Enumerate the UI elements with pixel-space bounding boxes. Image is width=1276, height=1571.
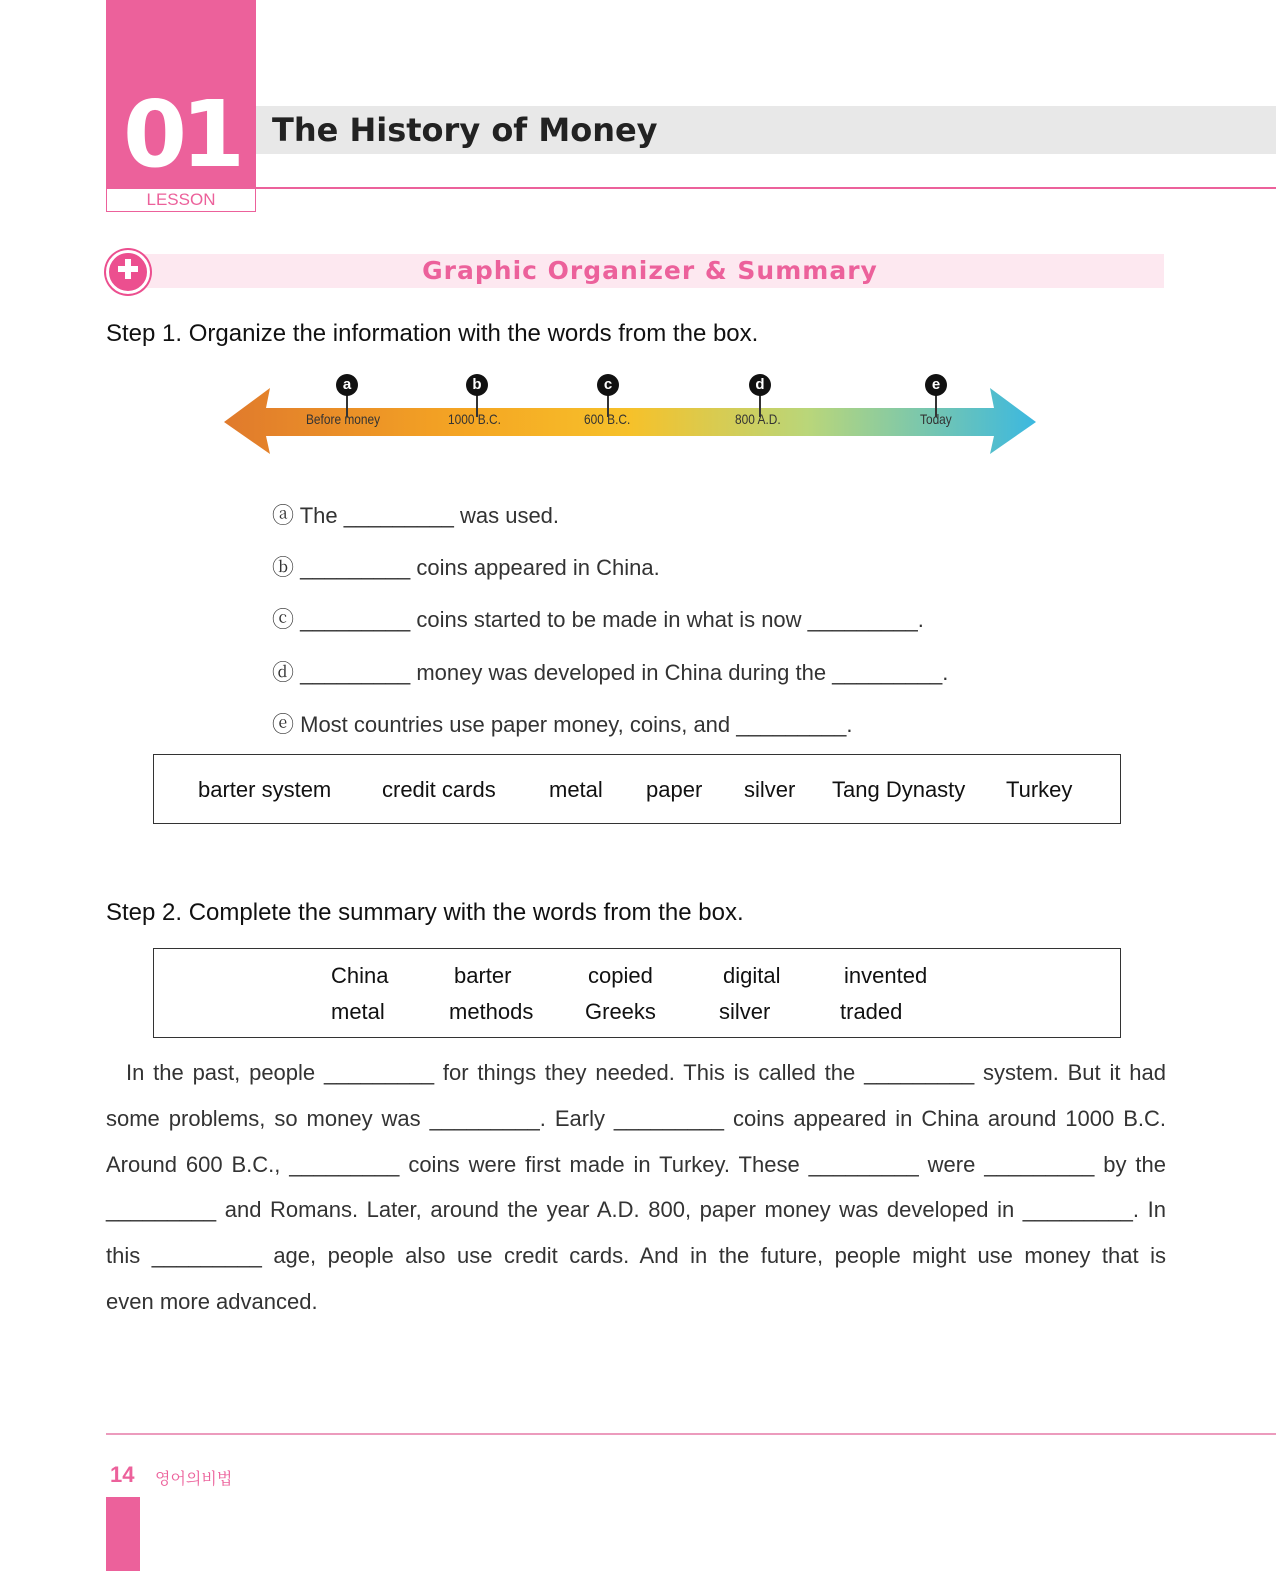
step2-word-box bbox=[153, 948, 1121, 1038]
word-box-item: silver bbox=[744, 777, 796, 802]
word-box-item: barter system bbox=[198, 777, 332, 802]
word-box-item: silver bbox=[719, 999, 771, 1024]
footer-tab bbox=[106, 1497, 140, 1571]
word-box-item: Greeks bbox=[585, 999, 656, 1024]
summary-line: some problems, so money was _________. Early _________ coins appeared in China around 1000 B.C. bbox=[106, 1105, 1166, 1131]
word-box-item: methods bbox=[449, 999, 534, 1024]
step1-heading: Step 1. Organize the information with the words from the box. bbox=[106, 320, 759, 347]
timeline-pin-d: d bbox=[749, 374, 771, 396]
timeline-pin-e: e bbox=[925, 374, 947, 396]
summary-line: Around 600 B.C., _________ coins were first made in Turkey. These _________ were _________ by the bbox=[106, 1151, 1166, 1177]
step2-heading: Step 2. Complete the summary with the words from the box. bbox=[106, 899, 744, 926]
page-title: The History of Money bbox=[272, 111, 658, 149]
word-box-item: Tang Dynasty bbox=[832, 777, 966, 802]
summary-line: this _________ age, people also use credit cards. And in the future, people might use money that is bbox=[106, 1243, 1166, 1269]
page-number: 14 bbox=[110, 1462, 135, 1487]
word-box-item: China bbox=[331, 963, 389, 988]
word-box-item: credit cards bbox=[382, 777, 496, 802]
word-box-item: digital bbox=[723, 963, 781, 988]
section-title: Graphic Organizer & Summary bbox=[422, 256, 878, 285]
title-divider bbox=[256, 187, 1276, 189]
timeline-label-1000bc: 1000 B.C. bbox=[448, 411, 501, 427]
lesson-number: 01 bbox=[122, 81, 240, 188]
timeline-label-600bc: 600 B.C. bbox=[584, 411, 631, 427]
word-box-item: paper bbox=[646, 777, 703, 802]
step1-item-a: ⓐ The _________ was used. bbox=[272, 503, 560, 528]
timeline-pin-b: b bbox=[466, 374, 488, 396]
step1-word-box bbox=[153, 754, 1121, 824]
timeline-label-before-money: Before money bbox=[306, 411, 381, 427]
word-box-item: Turkey bbox=[1006, 777, 1073, 802]
word-box-item: copied bbox=[588, 963, 653, 988]
word-box-item: metal bbox=[549, 777, 603, 802]
summary-line: _________ and Romans. Later, around the year A.D. 800, paper money was developed in _________. In bbox=[106, 1197, 1166, 1223]
step1-item-e: ⓔ Most countries use paper money, coins, and _________. bbox=[272, 712, 853, 737]
timeline-pin-a: a bbox=[336, 374, 358, 396]
word-box-item: barter bbox=[454, 963, 512, 988]
word-box-item: traded bbox=[840, 999, 903, 1024]
plus-icon-vertical bbox=[125, 259, 131, 279]
word-box-item: metal bbox=[331, 999, 385, 1024]
footer-divider bbox=[106, 1433, 1276, 1435]
summary-line: even more advanced. bbox=[106, 1288, 318, 1314]
timeline-label-today: Today bbox=[920, 411, 952, 427]
lesson-label: LESSON bbox=[106, 188, 256, 212]
step1-item-b: ⓑ _________ coins appeared in China. bbox=[272, 555, 660, 580]
word-box-item: invented bbox=[844, 963, 928, 988]
step1-item-c: ⓒ _________ coins started to be made in what is now _________. bbox=[272, 607, 924, 632]
summary-line: In the past, people _________ for things they needed. This is called the _________ system. But it had bbox=[126, 1060, 1166, 1085]
step1-item-d: ⓓ _________ money was developed in China during the _________. bbox=[272, 660, 949, 685]
book-name: 영어의비법 bbox=[155, 1471, 233, 1488]
timeline-label-800ad: 800 A.D. bbox=[735, 411, 781, 427]
timeline-pin-c: c bbox=[597, 374, 619, 396]
summary-paragraph bbox=[106, 1050, 1166, 1325]
